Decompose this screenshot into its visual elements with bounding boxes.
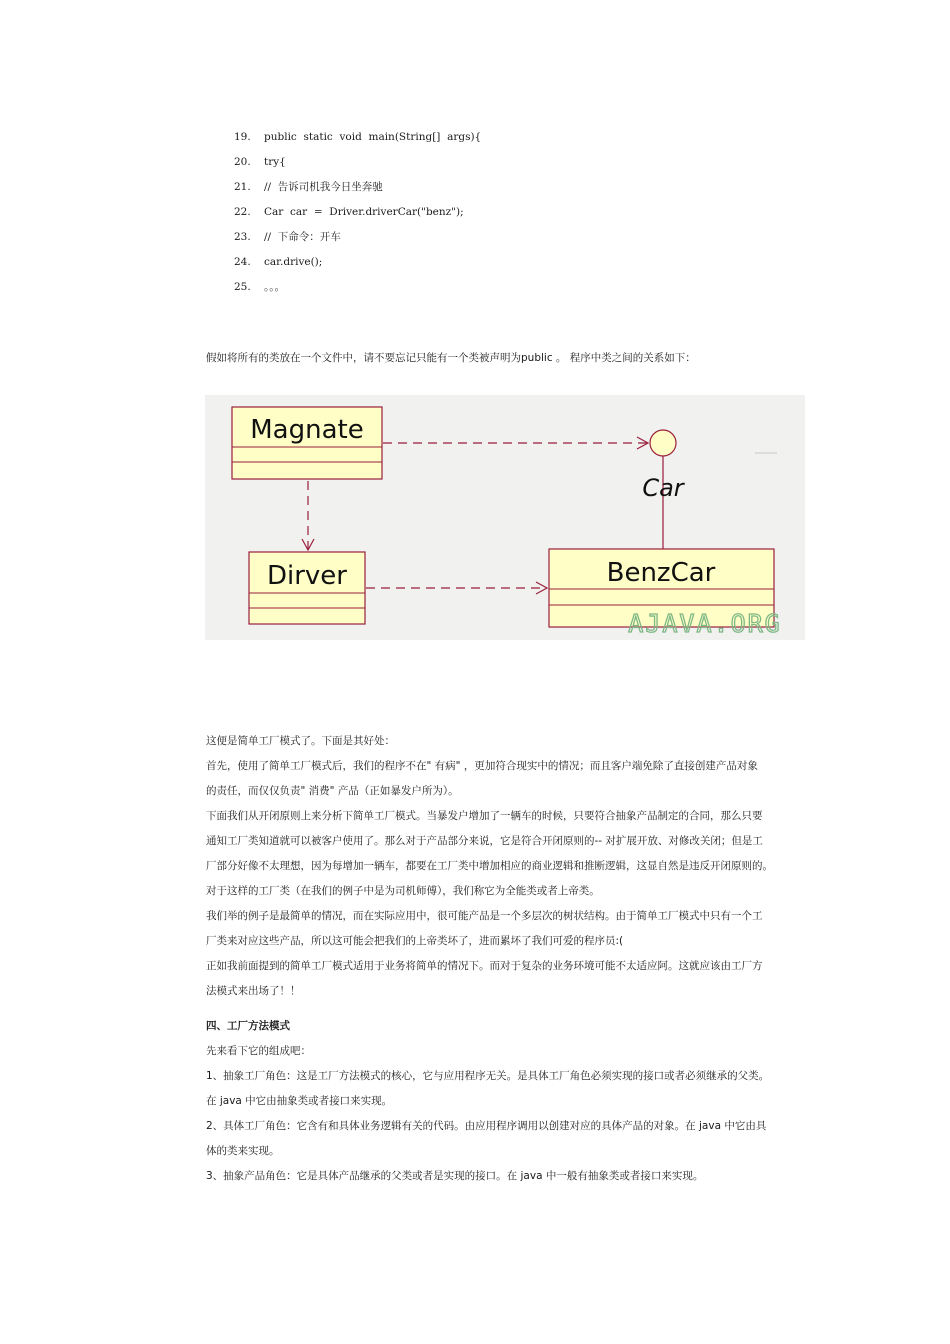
intro-paragraph: [206, 346, 806, 371]
body-line: 厂部分好像不太理想，因为每增加一辆车，都要在工厂类中增加相应的商业逻辑和推断逻辑，这显自然是违反开闭原则的。: [206, 860, 773, 872]
body-text: [206, 729, 806, 1189]
code-line: 22. Car car = Driver.driverCar("benz");: [234, 206, 464, 218]
magnate-class: [232, 407, 382, 479]
car-interface: [642, 430, 685, 549]
body-line: 厂类来对应这些产品，所以这可能会把我们的上帝类坏了，进而累坏了我们可爱的程序员:(: [206, 935, 624, 947]
body-line: 对于这样的工厂类（在我们的例子中是为司机师傅），我们称它为全能类或者上帝类。: [206, 885, 600, 897]
section-heading: 四、工厂方法模式: [206, 1020, 290, 1032]
magnate-label: Magnate: [250, 415, 364, 445]
dirver-label: Dirver: [266, 561, 348, 591]
section-line: 在 java 中它由抽象类或者接口来实现。: [206, 1095, 393, 1107]
body-line: 法模式来出场了！！: [206, 985, 301, 997]
code-line: 19. public static void main(String[] args){: [234, 131, 482, 143]
body-line: 这便是简单工厂模式了。下面是其好处：: [206, 735, 395, 747]
code-line: 23. // 下命令：开车: [234, 231, 341, 243]
body-line: 正如我前面提到的简单工厂模式适用于业务将简单的情况下。而对于复杂的业务环境可能不太适应阿。这就应该由工厂方: [206, 960, 763, 972]
section-line: 3、抽象产品角色：它是具体产品继承的父类或者是实现的接口。在 java 中一般有抽象类或者接口来实现。: [206, 1170, 704, 1182]
body-line: 下面我们从开闭原则上来分析下简单工厂模式。当暴发户增加了一辆车的时候，只要符合抽象产品制定的合同，那么只要: [206, 810, 763, 822]
code-line: 25. 。。。: [234, 281, 285, 293]
section-line: 体的类来实现。: [206, 1145, 280, 1157]
code-line: 21. // 告诉司机我今日坐奔驰: [234, 181, 383, 193]
watermark-text: AJAVA.ORG: [628, 609, 782, 638]
body-line: 首先，使用了简单工厂模式后，我们的程序不在" 有病" ，更加符合现实中的情况；而且客户端免除了直接创建产品对象: [206, 760, 758, 772]
code-line: 24. car.drive();: [234, 256, 323, 268]
code-line: 20. try{: [234, 156, 286, 168]
body-line: 的责任，而仅仅负责" 消费" 产品（正如暴发户所为）。: [206, 785, 459, 797]
intro-text: 假如将所有的类放在一个文件中，请不要忘记只能有一个类被声明为public 。 程序中类之间的关系如下：: [206, 352, 696, 364]
car-interface-label: Car: [642, 474, 684, 502]
section-line: 先来看下它的组成吧：: [206, 1045, 311, 1057]
section-line: 2、具体工厂角色：它含有和具体业务逻辑有关的代码。由应用程序调用以创建对应的具体产品的对象。在 java 中它由具: [206, 1120, 767, 1132]
body-line: 通知工厂类知道就可以被客户使用了。那么对于产品部分来说，它是符合开闭原则的-- 对扩展开放、对修改关闭；但是工: [206, 835, 763, 847]
dirver-class: [249, 552, 365, 624]
section-line: 1、抽象工厂角色：这是工厂方法模式的核心，它与应用程序无关。是具体工厂角色必须实现的接口或者必须继承的父类。: [206, 1070, 770, 1082]
body-line: 我们举的例子是最简单的情况，而在实际应用中，很可能产品是一个多层次的树状结构。由于简单工厂模式中只有一个工: [206, 910, 763, 922]
uml-diagram-svg: [205, 395, 805, 640]
benzcar-label: BenzCar: [606, 558, 716, 588]
uml-diagram: [205, 395, 805, 640]
